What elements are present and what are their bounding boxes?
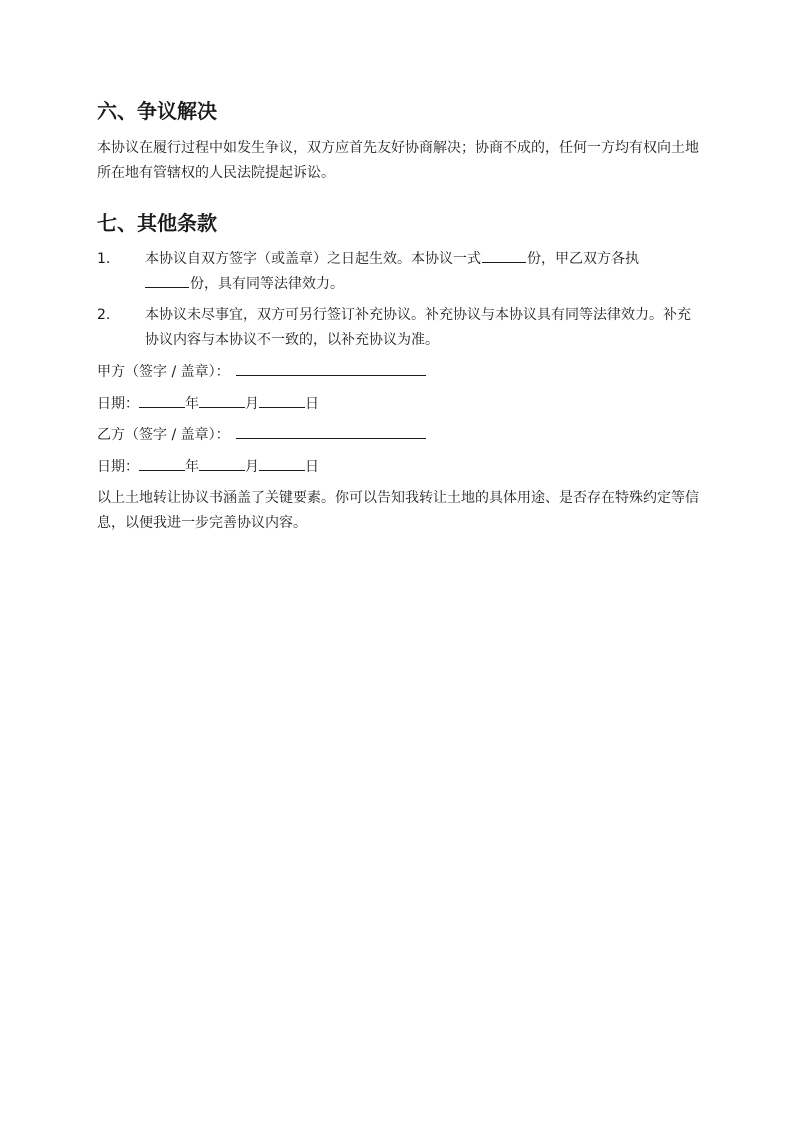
day-label: 日	[305, 459, 319, 475]
year-label: 年	[185, 459, 199, 475]
clause-text: 份，具有同等法律效力。	[190, 276, 344, 292]
clause-text: 份，甲乙双方各执	[527, 251, 639, 267]
year-blank[interactable]	[139, 393, 185, 408]
list-item-2	[97, 303, 703, 353]
party-b-signature-line	[97, 424, 426, 446]
month-blank[interactable]	[199, 393, 245, 408]
party-b-label: 乙方（签字 / 盖章）：	[97, 427, 230, 443]
copies-each-blank[interactable]	[145, 273, 189, 288]
month-label: 月	[245, 459, 259, 475]
date-label: 日期：	[97, 459, 139, 475]
list-number: 1.	[97, 251, 111, 267]
party-b-date-line	[97, 456, 319, 478]
party-a-signature-line	[97, 361, 426, 383]
section-6-heading: 六、争议解决	[97, 99, 217, 123]
date-label: 日期：	[97, 396, 139, 412]
day-blank[interactable]	[259, 393, 305, 408]
day-label: 日	[305, 396, 319, 412]
day-blank[interactable]	[259, 456, 305, 471]
section-7-heading: 七、其他条款	[97, 211, 217, 235]
copies-total-blank[interactable]	[482, 248, 526, 263]
section-6-body: 本协议在履行过程中如发生争议，双方应首先友好协商解决；协商不成的，任何一方均有权向土地所在地有管辖权的人民法院提起诉讼。	[97, 140, 699, 181]
clause-text: 本协议自双方签字（或盖章）之日起生效。本协议一式	[145, 251, 481, 267]
year-blank[interactable]	[139, 456, 185, 471]
party-a-date-line	[97, 393, 319, 415]
party-a-label: 甲方（签字 / 盖章）：	[97, 364, 230, 380]
year-label: 年	[185, 396, 199, 412]
list-item-text	[145, 247, 703, 297]
list-item-text: 本协议未尽事宜，双方可另行签订补充协议。补充协议与本协议具有同等法律效力。补充协议内容与本协议不一致的，以补充协议为准。	[145, 307, 691, 348]
list-number: 2.	[97, 307, 111, 323]
closing-note: 以上土地转让协议书涵盖了关键要素。你可以告知我转让土地的具体用途、是否存在特殊约定等信息，以便我进一步完善协议内容。	[97, 490, 699, 531]
party-b-signature-blank[interactable]	[236, 424, 426, 439]
month-blank[interactable]	[199, 456, 245, 471]
party-a-signature-blank[interactable]	[236, 361, 426, 376]
month-label: 月	[245, 396, 259, 412]
list-item-1	[97, 247, 703, 297]
